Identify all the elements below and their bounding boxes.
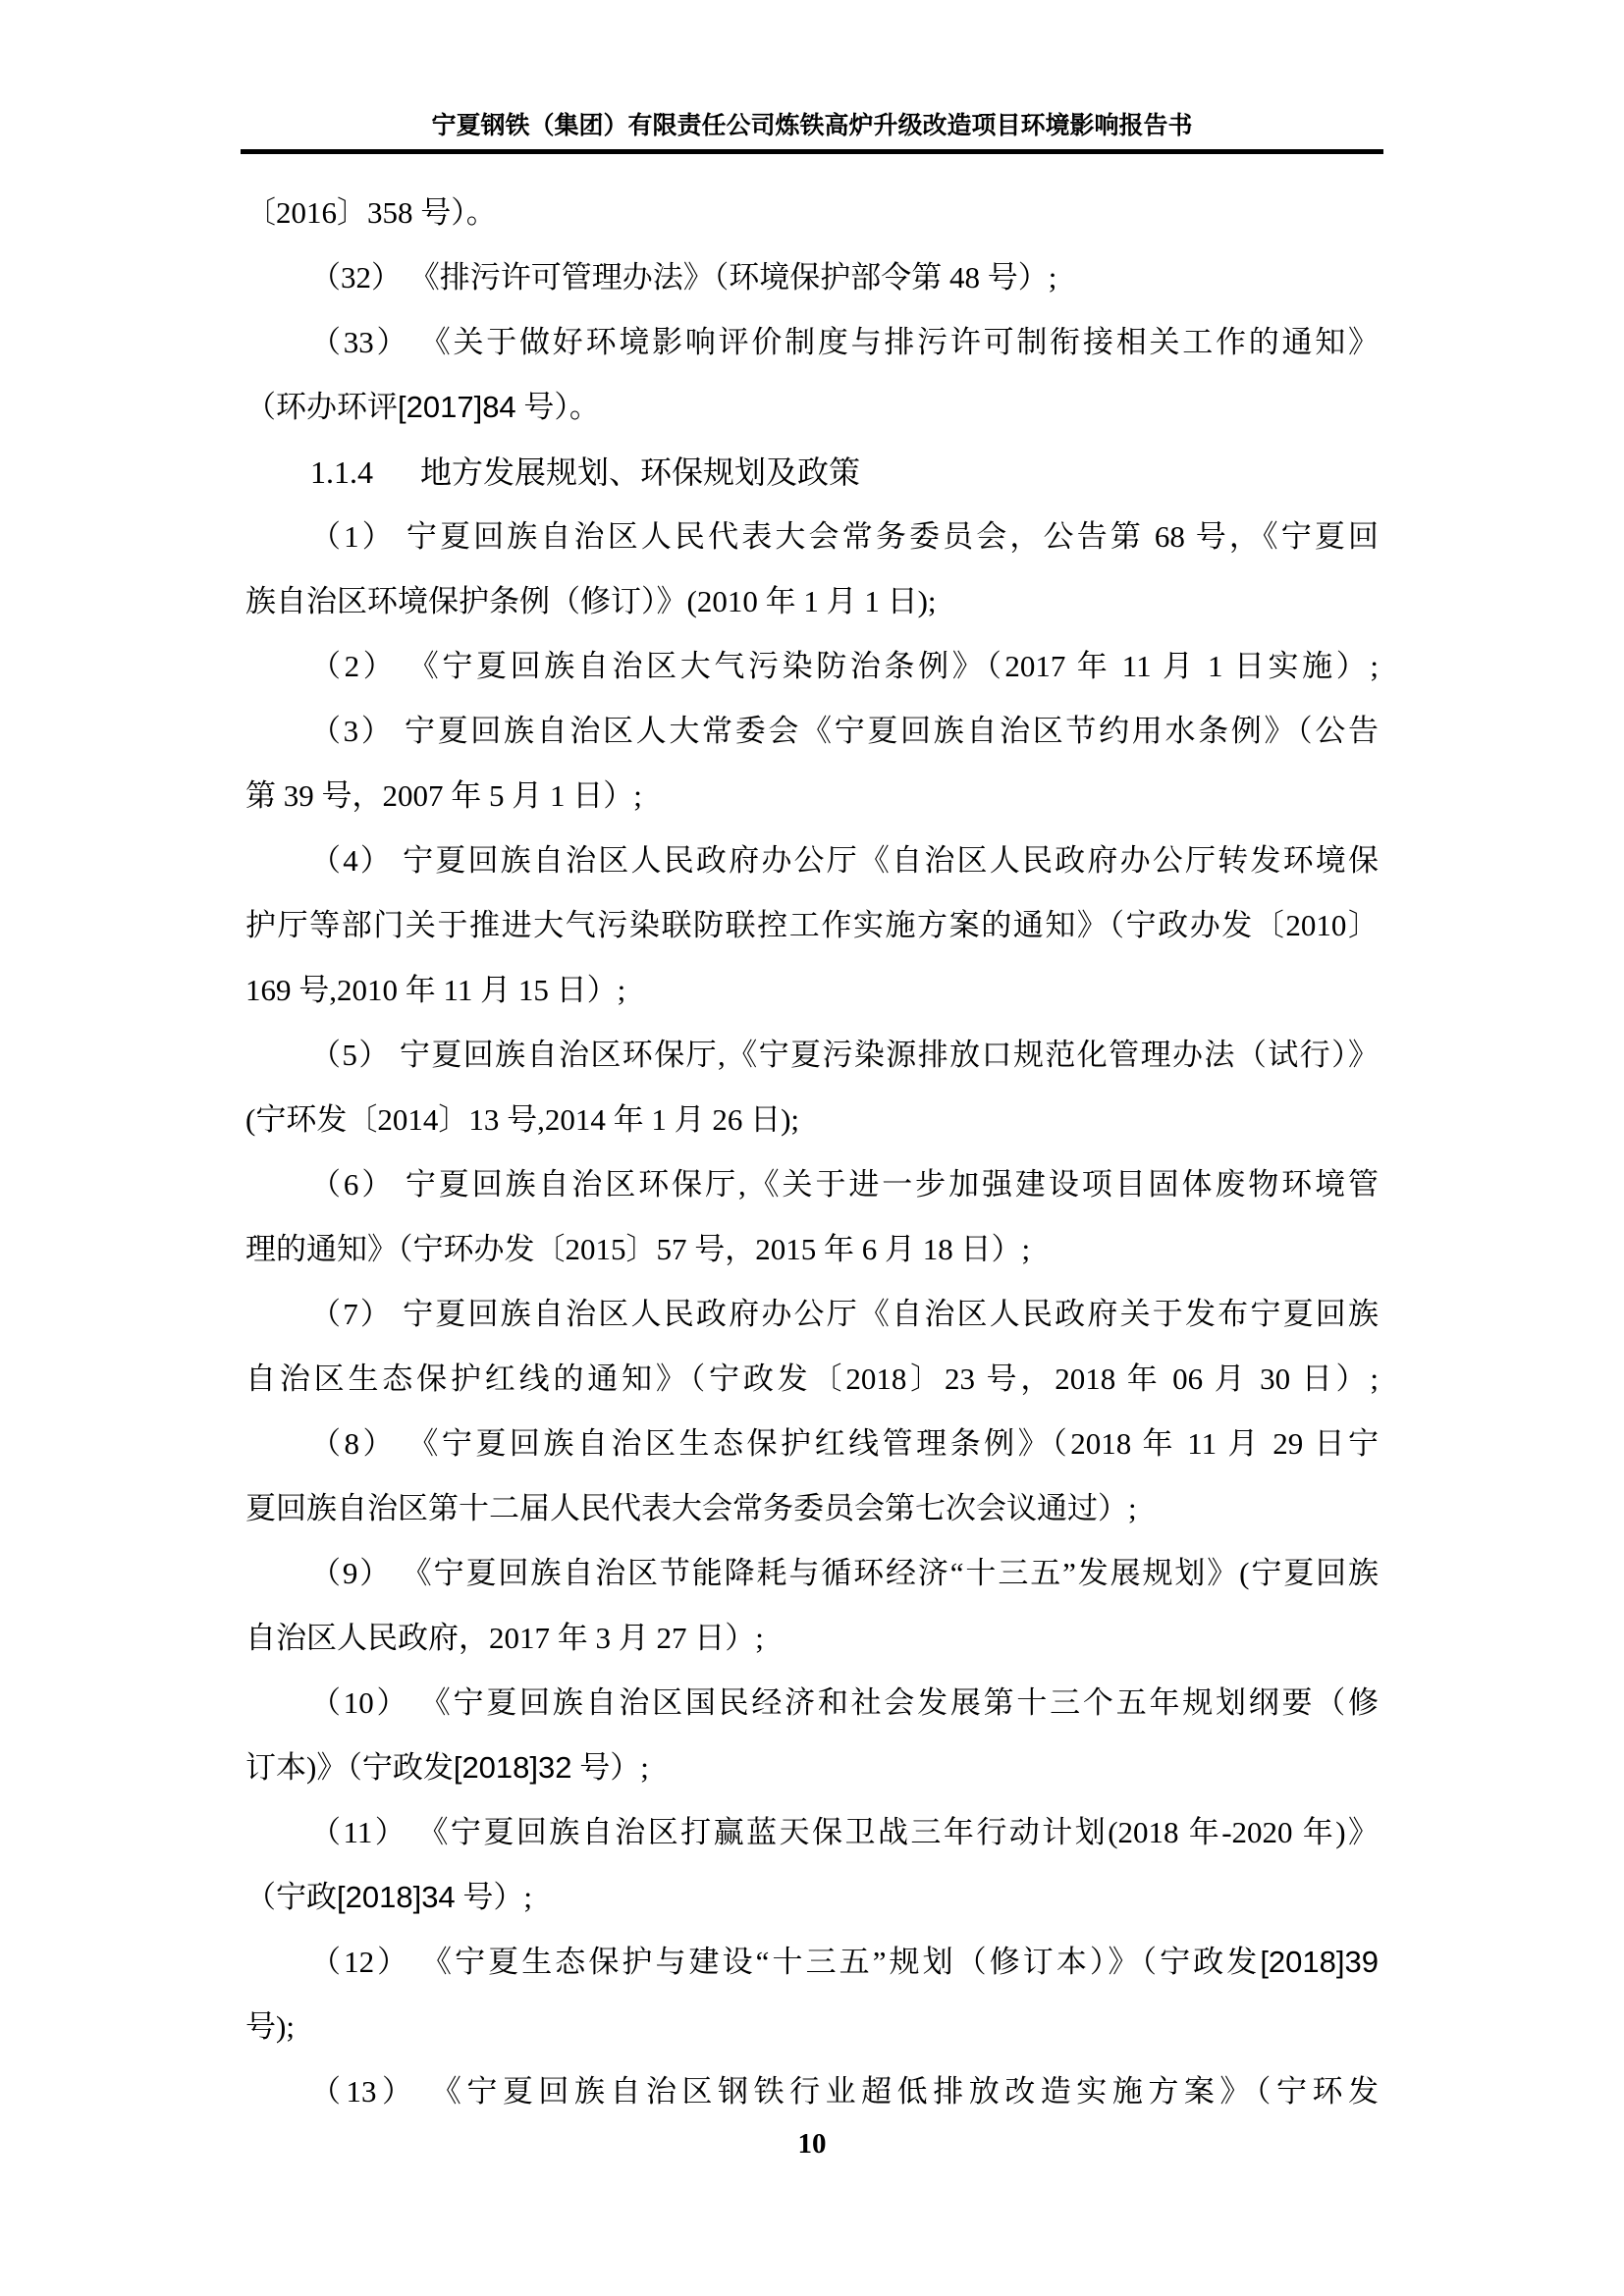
paragraph-line: （2） 《宁夏回族自治区大气污染防治条例》（2017 年 11 月 1 日实施）; [310, 649, 1379, 683]
paragraph-line: (宁环发〔2014〕13 号,2014 年 1 月 26 日); [245, 1102, 800, 1137]
paragraph-line: 第 39 号，2007 年 5 月 1 日）; [245, 778, 642, 813]
paragraph-line: （10） 《宁夏回族自治区国民经济和社会发展第十三个五年规划纲要（修 [310, 1685, 1379, 1720]
header-rule [241, 149, 1383, 154]
section-heading-title: 地方发展规划、环保规划及政策 [420, 454, 861, 490]
paragraph-line: 号); [245, 2009, 295, 2044]
paragraph-line: （13） 《宁夏回族自治区钢铁行业超低排放改造实施方案》（宁环发 [310, 2074, 1379, 2109]
paragraph-line: （5） 宁夏回族自治区环保厅,《宁夏污染源排放口规范化管理办法（试行）》 [310, 1038, 1379, 1072]
paragraph-line: 护厅等部门关于推进大气污染联防联控工作实施方案的通知》（宁政办发〔2010〕 [245, 908, 1379, 942]
paragraph-line: （8） 《宁夏回族自治区生态保护红线管理条例》（2018 年 11 月 29 日宁 [310, 1426, 1379, 1461]
paragraph-line: 订本)》（宁政发[2018]32 号）; [245, 1750, 649, 1785]
section-heading [245, 440, 1379, 505]
paragraph-line: 夏回族自治区第十二届人民代表大会常务委员会第七次会议通过）; [245, 1491, 1137, 1525]
paragraph-line: 自治区人民政府，2017 年 3 月 27 日）; [245, 1621, 764, 1655]
paragraph-line: （宁政[2018]34 号）; [245, 1880, 533, 1914]
paragraph-line: 169 号,2010 年 11 月 15 日）; [245, 973, 626, 1007]
running-header [0, 0, 1624, 154]
paragraph-line: （11） 《宁夏回族自治区打赢蓝天保卫战三年行动计划(2018 年-2020 年)》 [310, 1815, 1379, 1849]
document-ref-number: [2018]32 [453, 1750, 572, 1785]
paragraph-line: （6） 宁夏回族自治区环保厅,《关于进一步加强建设项目固体废物环境管 [310, 1167, 1379, 1201]
section-heading-number: 1.1.4 [310, 454, 373, 490]
paragraph-line: 族自治区环境保护条例（修订）》(2010 年 1 月 1 日); [245, 584, 937, 618]
document-ref-number: [2017]84 [398, 390, 516, 424]
paragraph-line: （9） 《宁夏回族自治区节能降耗与循环经济“十三五”发展规划》(宁夏回族 [310, 1556, 1379, 1590]
page-number: 10 [797, 2128, 827, 2160]
paragraph-line: （1） 宁夏回族自治区人民代表大会常务委员会，公告第 68 号，《宁夏回 [310, 519, 1379, 554]
paragraph-line: （3） 宁夏回族自治区人大常委会《宁夏回族自治区节约用水条例》（公告 [310, 714, 1379, 748]
paragraph-line: （33） 《关于做好环境影响评价制度与排污许可制衔接相关工作的通知》 [310, 325, 1379, 359]
paragraph-line: 自治区生态保护红线的通知》（宁政发〔2018〕23 号，2018 年 06 月 30 日）; [245, 1362, 1379, 1396]
paragraph-line: （7） 宁夏回族自治区人民政府办公厅《自治区人民政府关于发布宁夏回族 [310, 1297, 1379, 1331]
body-text [245, 181, 1379, 2124]
paragraph-line: （12） 《宁夏生态保护与建设“十三五”规划（修订本）》（宁政发[2018]39 [310, 1945, 1379, 1979]
paragraph-line: （环办环评[2017]84 号）。 [245, 390, 600, 424]
document-ref-number: [2018]39 [1260, 1945, 1379, 1979]
paragraph-line: （32） 《排污许可管理办法》（环境保护部令第 48 号）; [310, 260, 1057, 294]
paragraph-line: （4） 宁夏回族自治区人民政府办公厅《自治区人民政府办公厅转发环境保 [310, 843, 1379, 878]
document-ref-number: [2018]34 [337, 1880, 456, 1914]
paragraph-line: 〔2016〕358 号）。 [245, 195, 497, 230]
header-title: 宁夏钢铁（集团）有限责任公司炼铁高炉升级改造项目环境影响报告书 [431, 112, 1193, 139]
paragraph-line: 理的通知》（宁环办发〔2015〕57 号，2015 年 6 月 18 日）; [245, 1232, 1031, 1266]
